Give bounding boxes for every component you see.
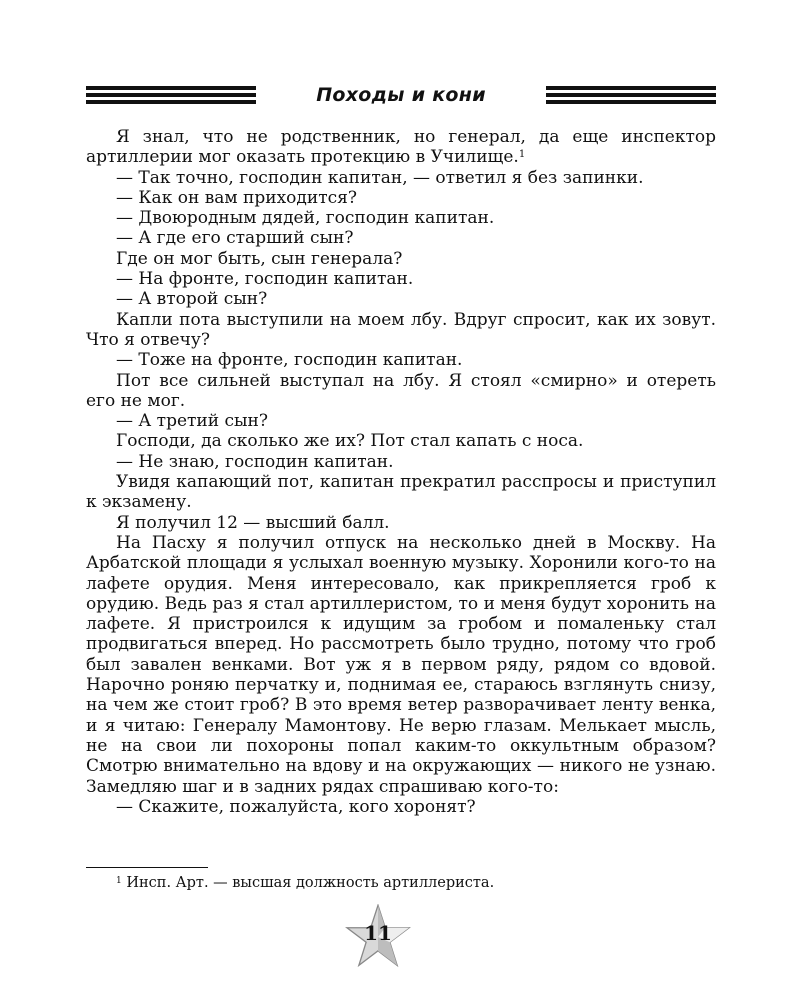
paragraph: — На фронте, господин капитан. bbox=[116, 269, 414, 290]
paragraph: — Так точно, господин капитан, — ответил я без запинки. bbox=[116, 167, 644, 188]
running-header bbox=[86, 80, 716, 116]
paragraph: — А где его старший сын? bbox=[116, 228, 354, 249]
paragraph: — Двоюродным дядей, господин капитан. bbox=[116, 208, 495, 229]
header-rule-right bbox=[546, 86, 716, 107]
footnote bbox=[116, 874, 716, 892]
paragraph: — Как он вам приходится? bbox=[116, 187, 357, 208]
paragraph: — Не знаю, господин капитан. bbox=[116, 451, 394, 472]
body-text bbox=[86, 127, 716, 817]
paragraph: Увидя капающий пот, капитан прекратил расспросы и приступил к экзамену. bbox=[86, 472, 716, 513]
running-title: Походы и кони bbox=[316, 84, 486, 106]
paragraph: — Скажите, пожалуйста, кого хоронят? bbox=[116, 796, 476, 817]
page-number: 11 bbox=[364, 921, 392, 945]
paragraph: Я получил 12 — высший балл. bbox=[116, 512, 390, 533]
paragraph: — Тоже на фронте, господин капитан. bbox=[116, 350, 463, 371]
paragraph: Я знал, что не родственник, но генерал, да еще инспектор артиллерии мог оказать протекцию в Училище.$^1$ bbox=[86, 127, 716, 168]
footnote-reference: 1 bbox=[518, 149, 526, 161]
footnote-marker: 1 bbox=[116, 876, 122, 886]
footnote-separator bbox=[86, 867, 208, 868]
paragraph: — А третий сын? bbox=[116, 411, 268, 432]
paragraph: — А второй сын? bbox=[116, 289, 268, 310]
paragraph: Пот все сильней выступал на лбу. Я стоял «смирно» и отереть его не мог. bbox=[86, 370, 716, 411]
paragraph: Господи, да сколько же их? Пот стал капать с носа. bbox=[116, 431, 584, 452]
paragraph: Где он мог быть, сын генерала? bbox=[116, 248, 403, 269]
paragraph: На Пасху я получил отпуск на несколько дней в Москву. На Арбатской площади я услыхал военную музыку. Хоронили кого-то на лафете орудия. Меня интересовало, как прикрепляется гроб к орудию. Ведь раз я стал артиллеристом, то и меня будут хоронить на лафете. Я пристроился к идущим за гробом и помаленьку стал продвигаться вперед. Но рассмотреть было трудно, потому что гроб был завален венками. Вот уж я в первом ряду, рядом со вдовой. Нарочно роняю перчатку и, поднимая ее, стараюсь взглянуть снизу, на чем же стоит гроб? В это время ветер разворачивает ленту венка, и я читаю: Генералу Мамонтову. Не верю глазам. Мелькает мысль, не на свои ли похороны попал каким-то оккультным образом? Смотрю внимательно на вдову и на окружающих — никого не узнаю. Замедляю шаг и в задних рядах спрашиваю кого-то: bbox=[86, 532, 716, 797]
footnote-text: Инсп. Арт. — высшая должность артиллериста. bbox=[126, 875, 495, 891]
paragraph: Капли пота выступили на моем лбу. Вдруг спросит, как их зовут. Что я отвечу? bbox=[86, 309, 716, 350]
